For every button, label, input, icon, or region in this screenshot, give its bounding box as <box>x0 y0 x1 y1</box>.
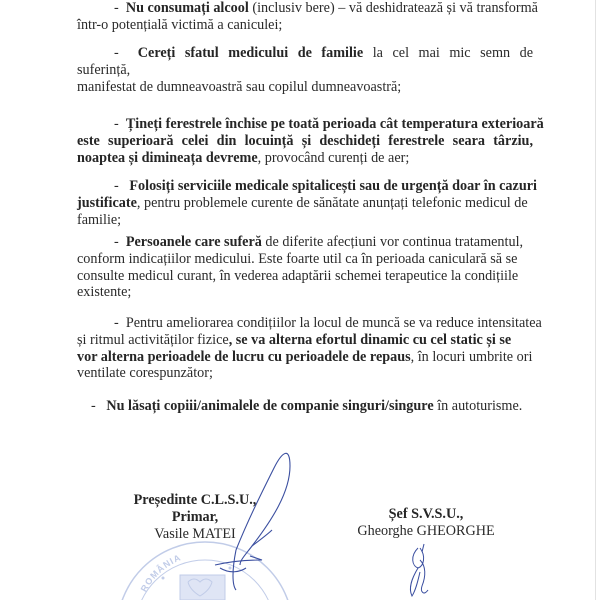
signatory-name: Vasile MATEI <box>154 526 236 542</box>
text: existente; <box>77 284 132 301</box>
bold-text: justificate <box>77 194 137 211</box>
bold-text: este superioară celei din locuință și deschideți ferestrele seara târziu, <box>77 132 533 149</box>
bold-text: Țineți ferestrele închise pe toată perioada cât temperatura exterioară <box>125 116 544 132</box>
text: ventilate corespunzător; <box>77 365 213 382</box>
bold-text: , se va alterna efortul dinamic cu cel static și se <box>228 331 512 348</box>
text: , pentru problemele curente de sănătate anunțați telefonic medicul de <box>136 194 528 211</box>
signatory-title: Președinte C.L.S.U., <box>133 492 257 508</box>
handwritten-signature-svsu <box>410 544 428 596</box>
bold-text: noaptea și dimineața devreme <box>77 149 258 166</box>
dash: - <box>114 116 119 132</box>
bold-text: vor alterna perioadele de lucru cu perioadele de repaus <box>77 348 411 365</box>
text: Pentru ameliorarea condițiilor la locul de muncă se va reduce intensitatea <box>125 315 542 331</box>
dash: - <box>114 45 119 61</box>
text: în autoturisme. <box>433 398 523 414</box>
text: (inclusiv bere) – vă deshidratează și vă transformă <box>248 0 538 16</box>
advice-item-medical-services <box>77 178 537 228</box>
text: conform indicațiilor medicului. Este foarte util ca în perioada caniculară să se <box>77 250 518 267</box>
bold-text: Cereți sfatul medicului de familie <box>137 45 364 61</box>
text: , provocând curenți de aer; <box>257 149 410 166</box>
advice-item-workplace <box>77 315 542 382</box>
text: într-o potențială victimă a caniculei; <box>77 16 283 33</box>
signature-block-svsu <box>336 506 516 540</box>
dash: - <box>114 315 119 331</box>
official-stamp <box>117 542 293 600</box>
signature-block-mayor <box>106 492 284 543</box>
advice-item-chronic-patients <box>77 234 533 301</box>
text: , în locuri umbrite ori <box>410 348 533 365</box>
text: familie; <box>77 211 122 228</box>
dash: - <box>114 178 119 194</box>
text: la cel mai mic semn de suferință, <box>77 45 533 78</box>
text: consulte medicul curant, în vederea adaptării schemei terapeutice la condițiile <box>77 267 519 284</box>
dash: - <box>114 0 119 16</box>
dash: - <box>91 398 96 414</box>
bold-text: Nu lăsați copiii/animalele de companie singuri/singure <box>106 398 434 414</box>
advice-item-doctor <box>77 45 533 95</box>
bold-text: Persoanele care suferă <box>125 234 262 250</box>
svg-text:ROMÂNIA <box>139 552 183 593</box>
dash: - <box>114 234 119 250</box>
bold-text: Folosiți serviciile medicale spitalicești sau de urgență doar în cazuri <box>129 178 537 194</box>
advice-item-children-cars <box>77 398 533 415</box>
advice-item-alcohol <box>77 0 538 34</box>
text: manifestat de dumneavoastră sau copilul dumneavoastră; <box>77 78 402 95</box>
signatory-name: Gheorghe GHEORGHE <box>357 523 495 539</box>
text: și ritmul activităților fizice <box>77 331 229 348</box>
text: de diferite afecțiuni vor continua tratamentul, <box>261 234 524 250</box>
signatory-role: Primar, <box>171 509 219 525</box>
page-edge-line <box>595 0 596 600</box>
signatory-title: Șef S.V.S.U., <box>388 506 464 522</box>
bold-text: Nu consumați alcool <box>125 0 249 16</box>
stamp-text: ROMÂNIA <box>138 552 183 594</box>
advice-item-windows <box>77 116 544 166</box>
